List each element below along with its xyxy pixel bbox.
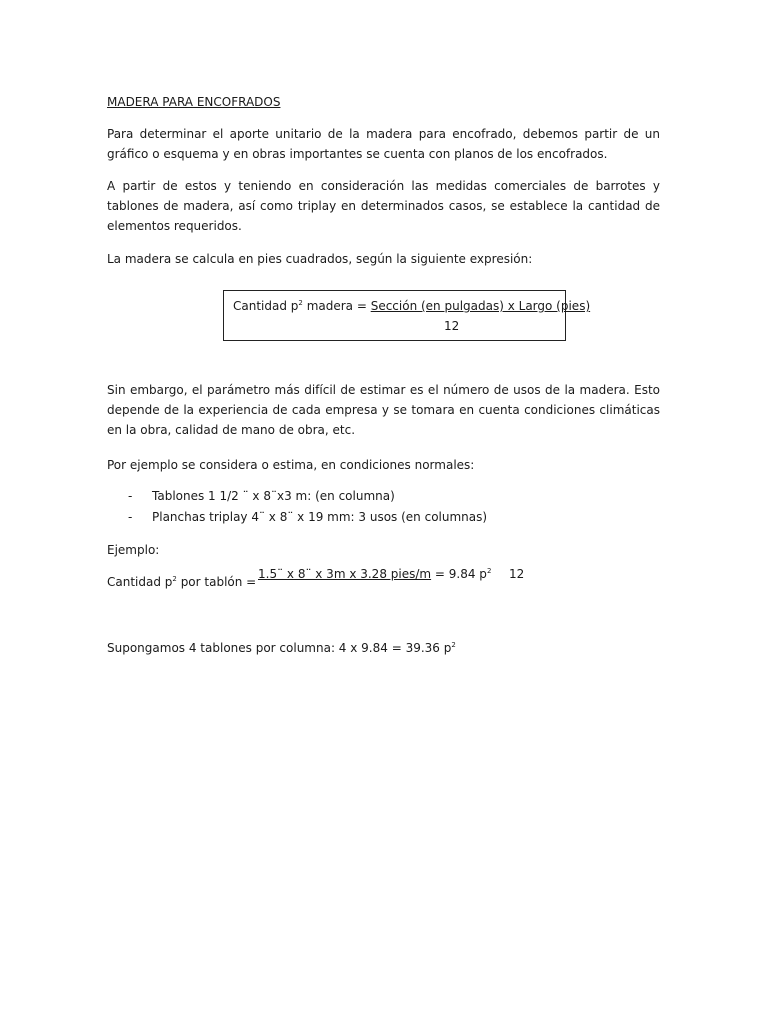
conclusion-exponent: 2: [451, 641, 456, 649]
conclusion-text: Supongamos 4 tablones por columna: 4 x 9.84 = 39.36 p: [107, 641, 452, 655]
formula-lhs-exponent: 2: [298, 299, 303, 307]
example-calc-numerator: 1.5¨ x 8¨ x 3m x 3.28 pies/m: [258, 567, 432, 581]
bullet-item-2: Planchas triplay 4¨ x 8¨ x 19 mm: 3 usos (en columnas): [152, 510, 488, 524]
paragraph-intro: Para determinar el aporte unitario de la madera para encofrado, debemos partir de un gráfico o esquema y en obras importantes se cuenta con planos de los encofrados.: [107, 127, 660, 161]
example-calc-lhs-line: [107, 572, 256, 592]
example-calc-denominator: 12: [509, 567, 525, 581]
formula-numerator: Sección (en pulgadas) x Largo (pies): [370, 299, 591, 313]
ejemplo-intro: Por ejemplo se considera o estima, en condiciones normales:: [107, 458, 475, 472]
conclusion-line: [107, 638, 456, 658]
formula-denominator: 12: [444, 319, 460, 333]
paragraph-expresion: La madera se calcula en pies cuadrados, según la siguiente expresión:: [107, 252, 533, 266]
example-calc-lhs-exponent: 2: [172, 575, 177, 583]
paragraph-medidas: A partir de estos y teniendo en consideración las medidas comerciales de barrotes y tablones de madera, así como triplay en determinados casos, se establece la cantidad de elementos requeridos.: [107, 179, 660, 233]
formula-lhs: Cantidad p: [233, 299, 299, 313]
example-calc-lhs: Cantidad p: [107, 575, 173, 589]
ejemplo-label: Ejemplo:: [107, 543, 160, 557]
example-calc-lhs-rest: por tablón =: [176, 575, 257, 589]
example-calc-result: = 9.84 p: [431, 567, 487, 581]
example-calc-numerator-line: [258, 564, 491, 584]
example-calc-result-exponent: 2: [486, 567, 492, 575]
bullet-item-1: Tablones 1 1/2 ¨ x 8¨x3 m: (en columna): [152, 489, 395, 503]
bullet-dash-1: -: [128, 489, 133, 503]
bullet-dash-2: -: [128, 510, 133, 524]
formula-line: [233, 296, 590, 316]
formula-lhs-rest: madera =: [302, 299, 371, 313]
page-title: MADERA PARA ENCOFRADOS: [107, 95, 281, 109]
paragraph-usos: Sin embargo, el parámetro más difícil de estimar es el número de usos de la madera. Esto depende de la experiencia de cada empresa y se tomara en cuenta condiciones climáticas en la obra, calidad de mano de obra, etc.: [107, 383, 660, 437]
